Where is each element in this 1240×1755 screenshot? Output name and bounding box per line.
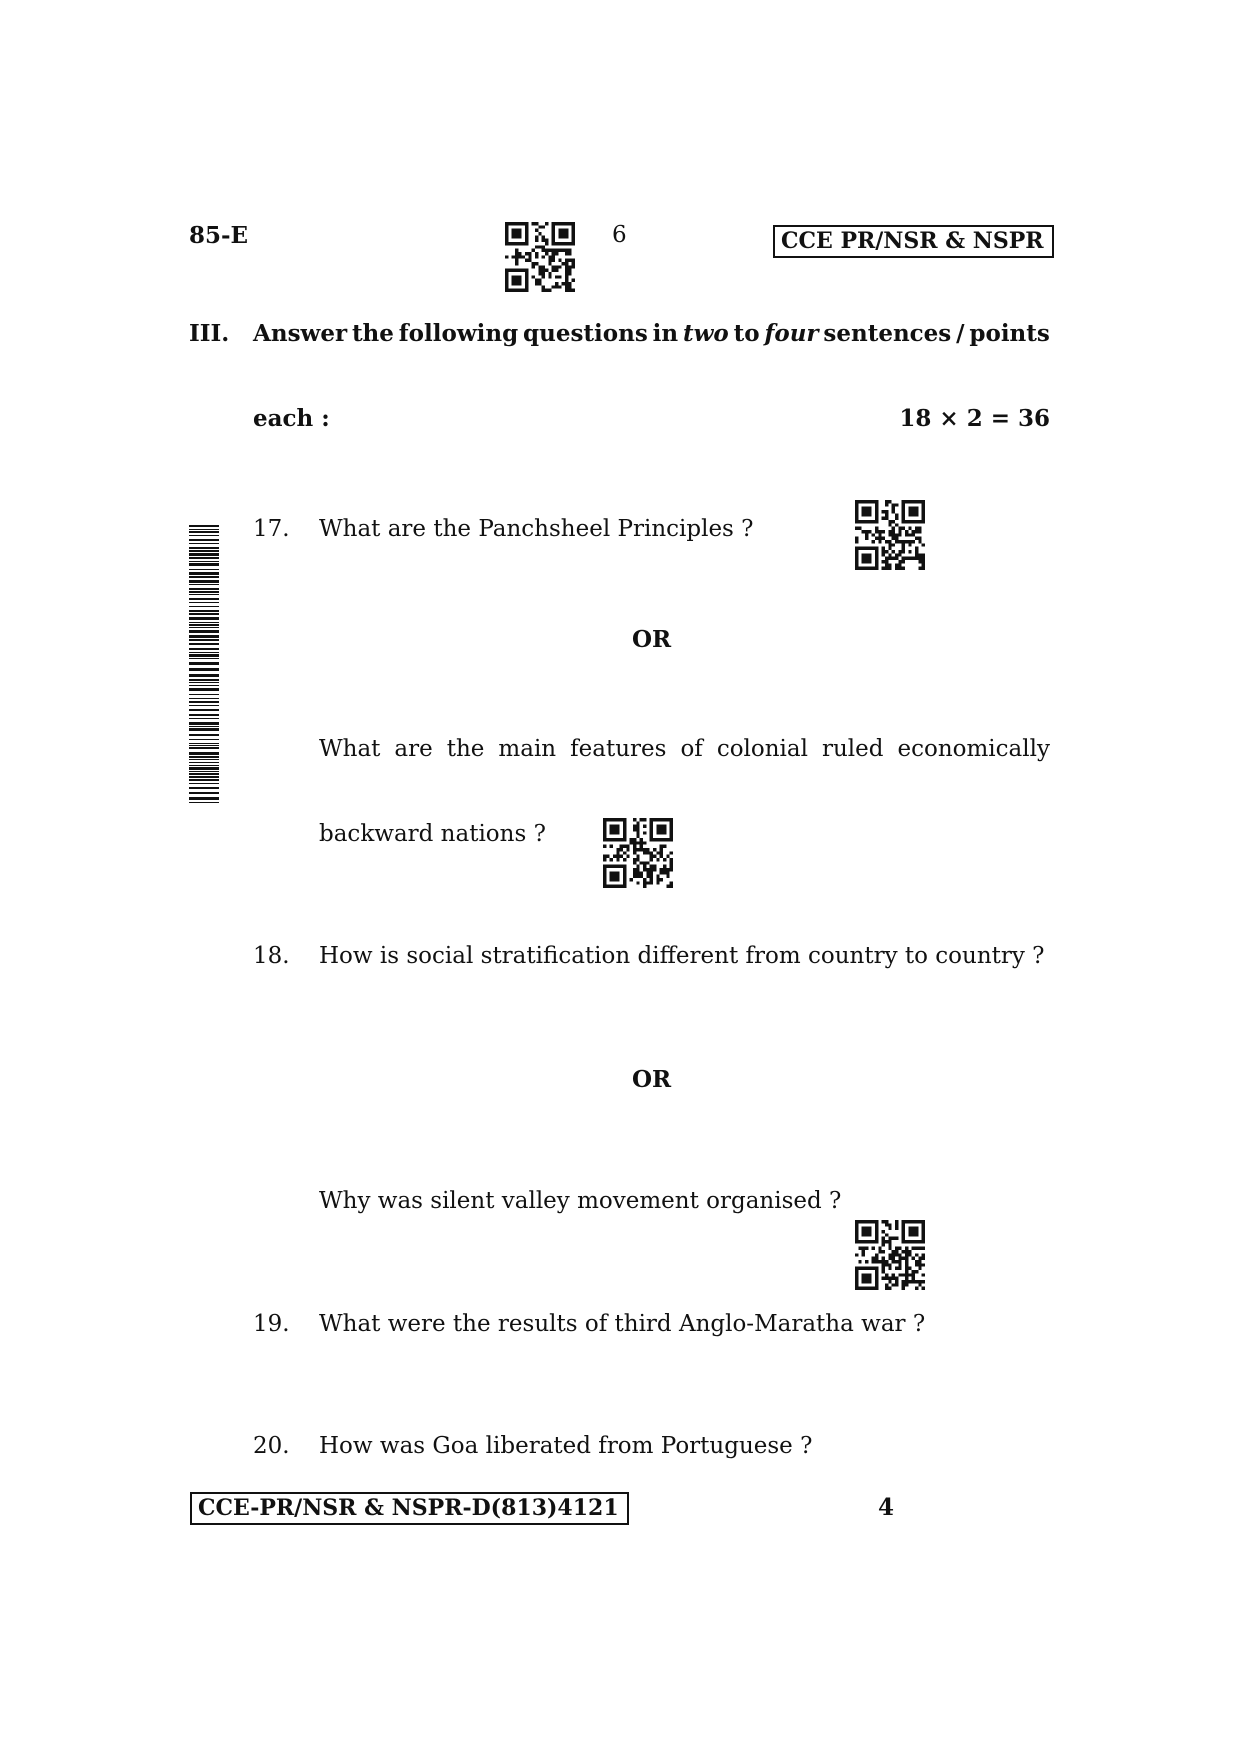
or-separator: OR [632, 1066, 672, 1093]
section-marks: 18 × 2 = 36 [899, 405, 1050, 432]
word: two [683, 320, 729, 347]
question-19-text: What were the results of third Anglo-Maratha war ? [319, 1311, 926, 1337]
section-numeral: III. [189, 320, 230, 347]
word: following [398, 320, 519, 347]
question-18-text: How is social stratification different from country to country ? [319, 943, 1045, 969]
question-17-alternative-continued: backward nations ? [319, 821, 546, 847]
word: Answer [253, 320, 348, 347]
word: main [498, 736, 557, 762]
word: the [351, 320, 394, 347]
word: What [319, 736, 381, 762]
series-box: CCE PR/NSR & NSPR [773, 225, 1054, 258]
qr-code-q17 [855, 500, 925, 570]
word: features [570, 736, 667, 762]
word: to [733, 320, 760, 347]
qr-code-q18 [855, 1220, 925, 1290]
word: sentences [823, 320, 952, 347]
question-number: 17. [253, 516, 290, 542]
question-17-alternative [319, 736, 1050, 762]
word: / [956, 320, 965, 347]
sheet-number: 4 [878, 1494, 895, 1521]
footer-code-box: CCE-PR/NSR & NSPR-D(813)4121 [190, 1492, 629, 1525]
question-17-text: What are the Panchsheel Principles ? [319, 516, 754, 542]
word: ruled [821, 736, 884, 762]
word: are [394, 736, 433, 762]
section-instruction-continued: each : [253, 405, 330, 432]
word: questions [523, 320, 648, 347]
word: in [652, 320, 679, 347]
word: the [446, 736, 485, 762]
question-number: 19. [253, 1311, 290, 1337]
question-20-text: How was Goa liberated from Portuguese ? [319, 1433, 813, 1459]
word: four [764, 320, 819, 347]
or-separator: OR [632, 626, 672, 653]
paper-code: 85-E [189, 222, 249, 249]
page-number: 6 [612, 222, 627, 248]
section-instruction [253, 320, 1050, 347]
word: economically [897, 736, 1050, 762]
barcode-icon [189, 525, 219, 803]
word: colonial [716, 736, 808, 762]
qr-code-q17-alt [603, 818, 673, 888]
word: of [680, 736, 703, 762]
question-number: 18. [253, 943, 290, 969]
qr-code-header [505, 222, 575, 292]
question-number: 20. [253, 1433, 290, 1459]
word: points [969, 320, 1050, 347]
question-18-alternative: Why was silent valley movement organised ? [319, 1188, 842, 1214]
